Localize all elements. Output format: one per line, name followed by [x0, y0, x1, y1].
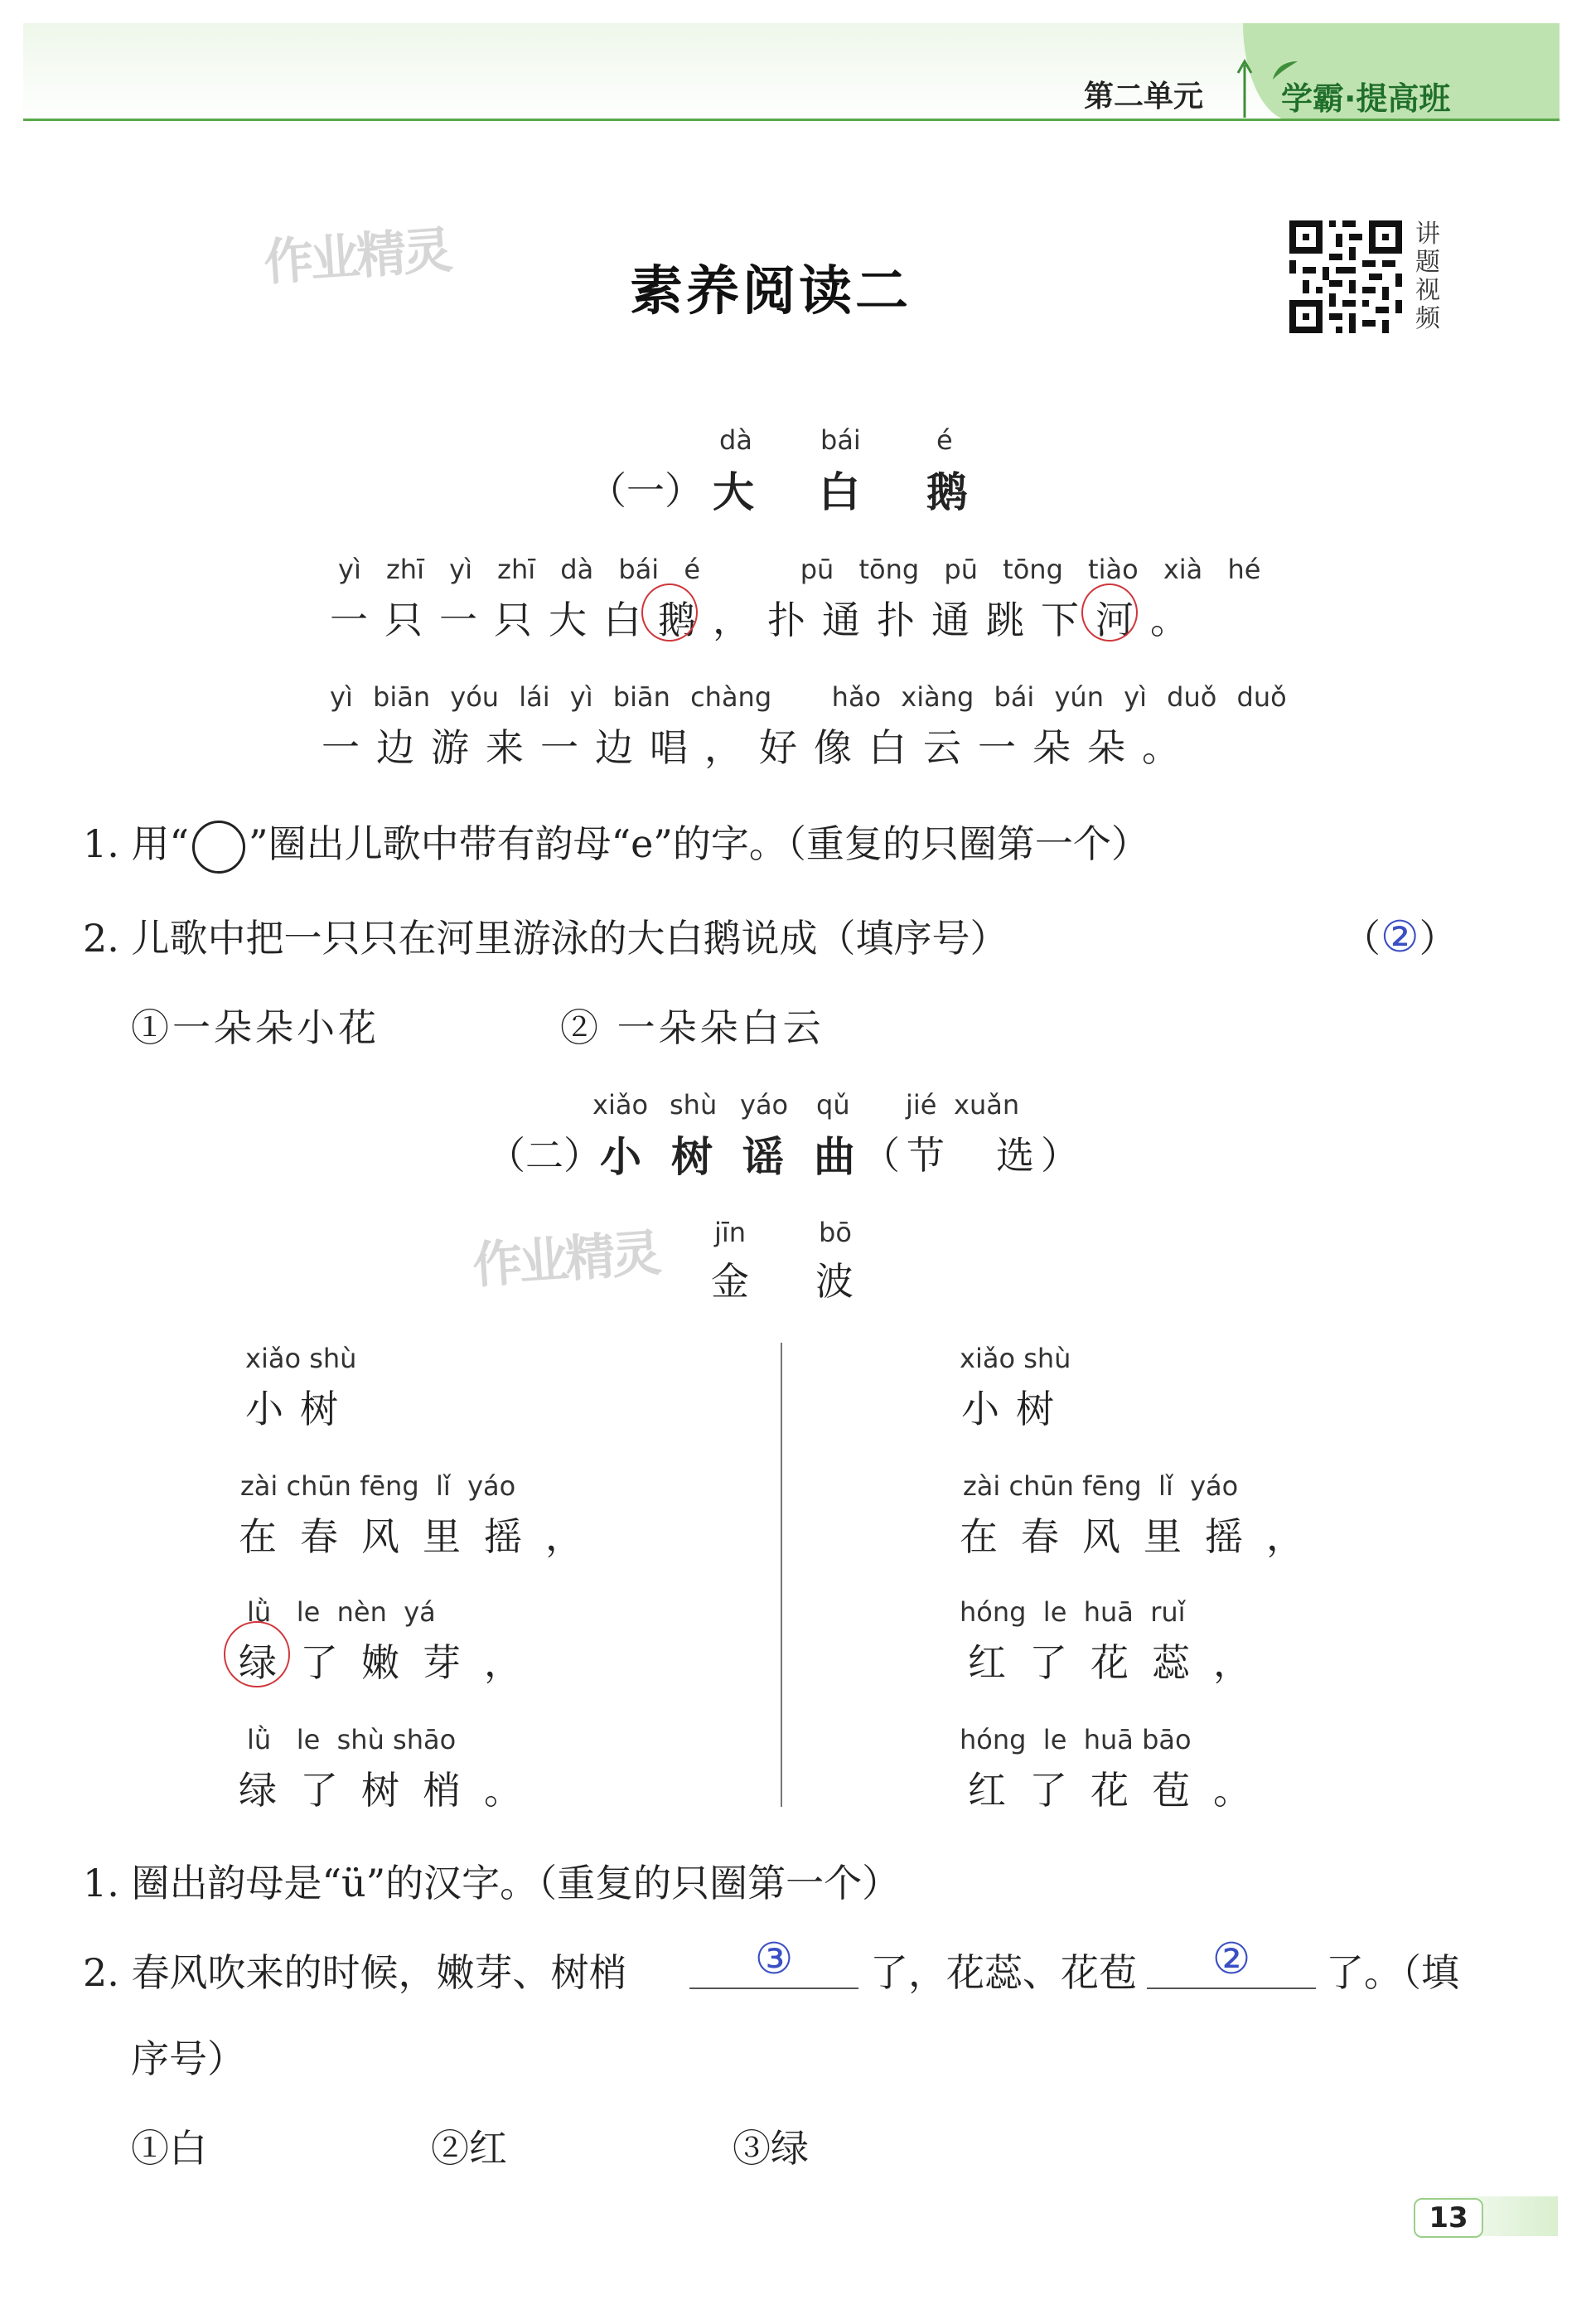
column-divider: [781, 1343, 782, 1807]
author-pinyin: bō: [819, 1217, 852, 1248]
stanza-pinyin: zài chūn fēng lǐ yáo: [963, 1470, 1239, 1502]
author-pinyin: jīn: [714, 1217, 747, 1248]
heading-pinyin: qǔ: [816, 1089, 850, 1121]
question-number: 2.: [83, 1950, 119, 1995]
unit-label: 第二单元: [1084, 80, 1204, 114]
option-1: ①一朵朵小花: [131, 1005, 380, 1050]
heading-pinyin: dà: [719, 424, 752, 456]
question-2: 2. 儿歌中把一只只在河里游泳的大白鹅说成（填序号）: [83, 916, 1008, 961]
answer-circle: [1081, 583, 1138, 642]
stanza-pinyin: xiǎo shù: [245, 1343, 357, 1374]
stanza-pinyin: hóng le huā bāo: [960, 1724, 1192, 1755]
question-number: 1.: [83, 1861, 119, 1905]
stanza-pinyin: xiǎo shù: [960, 1343, 1071, 1374]
stanza-line: 红了花蕊，: [968, 1640, 1274, 1685]
section-number: （一）: [588, 468, 703, 513]
section-number: （二）: [487, 1133, 602, 1178]
answer-circle: [224, 1621, 290, 1687]
page-number: 13: [1414, 2198, 1483, 2238]
answer-blank[interactable]: [689, 1934, 858, 1989]
question-1: 1. 圈出韵母是“ü”的汉字。（重复的只圈第一个）: [83, 1861, 901, 1905]
question-2-text: 序号）: [131, 2036, 245, 2081]
arrow-up-icon: [1235, 58, 1255, 123]
stanza-line: 在春风里摇，: [239, 1514, 607, 1559]
poem-title-char: 大: [713, 467, 754, 516]
heading-pinyin: jié: [906, 1089, 937, 1121]
poem-title-char: 鹅: [926, 467, 968, 516]
header-rule: [23, 119, 1560, 121]
poem-title-char: 白: [819, 467, 860, 516]
circle-shape-icon: [192, 821, 245, 874]
watermark: 作业精灵: [471, 1224, 660, 1295]
question-2-text: 了，花蕊、花苞: [870, 1950, 1137, 1995]
poem-line-pinyin: yì biān yóu lái yì biān chàng hǎo xiàng bái yún yì duǒ duǒ: [330, 681, 1287, 713]
heading-pinyin: é: [936, 424, 953, 456]
stanza-line: 绿了嫩芽，: [239, 1640, 545, 1685]
stanza-line: 绿了树梢。: [239, 1768, 545, 1813]
heading-pinyin: xiǎo: [592, 1089, 649, 1121]
answer-blank[interactable]: [1147, 1934, 1316, 1989]
watermark: 作业精灵: [262, 221, 452, 293]
qr-code[interactable]: [1289, 220, 1402, 336]
stanza-pinyin: lǜ le shù shāo: [247, 1724, 457, 1755]
answer-circle: [641, 583, 698, 642]
stanza-line: 在春风里摇，: [960, 1514, 1327, 1559]
page-title: 素养阅读二: [630, 261, 912, 322]
heading-pinyin: xuǎn: [954, 1089, 1020, 1121]
heading-pinyin: bái: [820, 424, 861, 456]
question-2: 2. 春风吹来的时候，嫩芽、树梢: [83, 1950, 627, 1995]
poem-line-text: 一边游来一边唱，好像白云一朵朵。: [322, 725, 1197, 770]
option-3: ③绿: [733, 2126, 809, 2171]
author-char: 金: [711, 1259, 749, 1304]
question-1: 1. 用“ ”圈出儿歌中带有韵母“e”的字。（重复的只圈第一个）: [83, 814, 1149, 874]
stanza-line: 小树: [245, 1387, 355, 1431]
answer-mark: ②: [1211, 1934, 1251, 1984]
qr-label: 讲题视频: [1415, 220, 1440, 333]
answer-mark: ③: [754, 1934, 794, 1984]
brand-label: 学霸·提高班: [1281, 80, 1451, 117]
answer-mark: ②: [1381, 913, 1419, 962]
heading-pinyin: yáo: [740, 1089, 789, 1121]
poem-line-pinyin: yì zhī yì zhī dà bái é pū tōng pū tōng tiào xià hé: [338, 554, 1261, 585]
stanza-pinyin: hóng le huā ruǐ: [960, 1596, 1186, 1628]
author-char: 波: [815, 1259, 854, 1304]
question-number: 1.: [83, 821, 119, 866]
stanza-pinyin: lǜ le nèn yá: [247, 1596, 436, 1628]
option-2: ② 一朵朵白云: [560, 1005, 825, 1050]
poem-title-char: 树: [671, 1132, 713, 1181]
stanza-pinyin: zài chūn fēng lǐ yáo: [240, 1470, 516, 1502]
poem-line-text: 一只一只大白鹅，扑通扑通跳下河。: [330, 598, 1205, 642]
stanza-line: 小树: [961, 1387, 1071, 1431]
stanza-line: 红了花苞。: [968, 1768, 1274, 1813]
option-1: ①白: [131, 2126, 207, 2171]
excerpt-note: （节 选）: [862, 1133, 1086, 1178]
question-number: 2.: [83, 916, 119, 961]
heading-pinyin: shù: [670, 1089, 718, 1121]
option-2: ②红: [431, 2126, 507, 2171]
question-2-text: 了。（填: [1326, 1950, 1459, 1995]
poem-title-char: 谣: [742, 1132, 784, 1181]
poem-title-char: 小: [600, 1132, 641, 1181]
poem-title-char: 曲: [814, 1132, 855, 1181]
answer-paren: （②）: [1342, 913, 1458, 962]
